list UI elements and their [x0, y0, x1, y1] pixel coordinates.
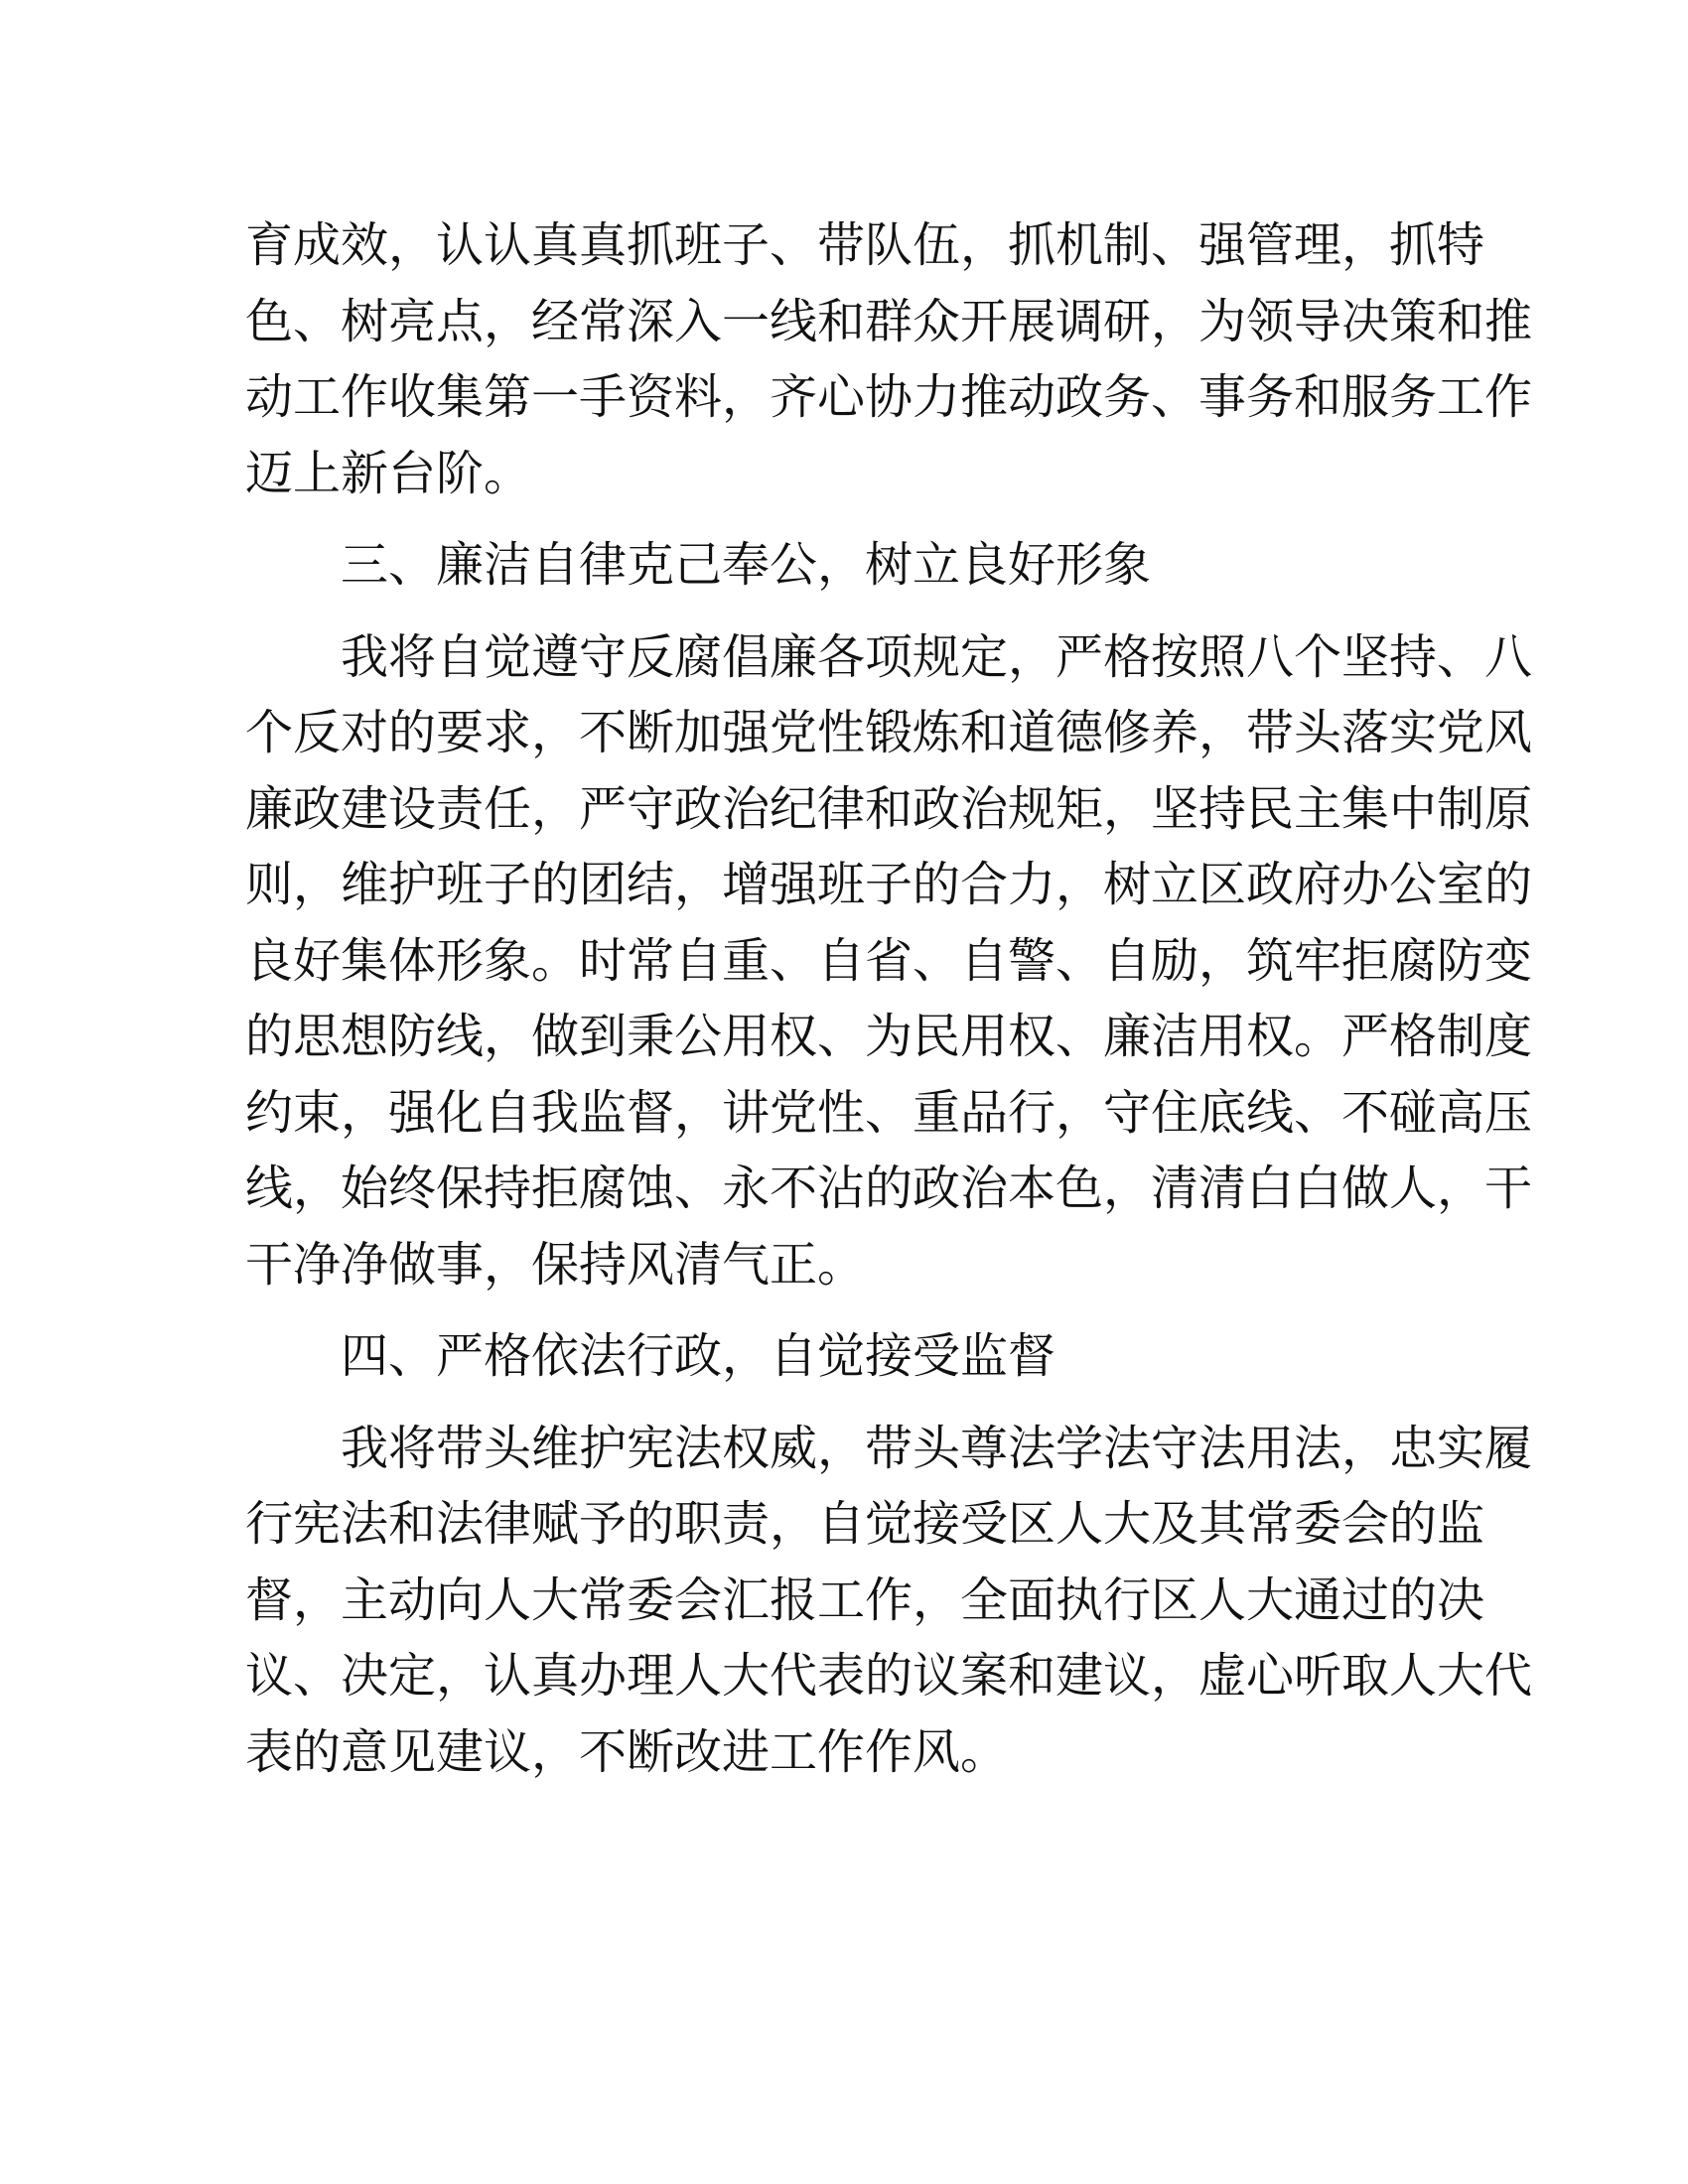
text-line: 行宪法和法律赋予的职责，自觉接受区人大及其常委会的监 [245, 1496, 1485, 1552]
text-line: 的思想防线，做到秉公用权、为民用权、廉洁用权。严格制度 [245, 1009, 1533, 1064]
text-line: 我将带头维护宪法权威，带头尊法学法守法用法，忠实履 [341, 1420, 1533, 1476]
body-paragraph [245, 619, 1533, 1303]
text-line: 三、廉洁自律克己奉公，树立良好形象 [341, 537, 1152, 593]
text-line: 四、严格依法行政，自觉接受监督 [341, 1328, 1056, 1384]
body-paragraph [245, 207, 1533, 511]
text-line: 表的意见建议，不断改进工作作风。 [245, 1723, 1009, 1780]
text-line: 育成效，认认真真抓班子、带队伍，抓机制、强管理，抓特 [245, 217, 1485, 273]
text-line: 则，维护班子的团结，增强班子的合力，树立区政府办公室的 [245, 857, 1533, 912]
text-line: 督，主动向人大常委会汇报工作，全面执行区人大通过的决 [245, 1571, 1485, 1628]
text-line: 干净净做事，保持风清气正。 [245, 1236, 866, 1293]
text-line: 色、树亮点，经常深入一线和群众开展调研，为领导决策和推 [245, 293, 1533, 349]
text-line: 良好集体形象。时常自重、自省、自警、自励，筑牢拒腐防变 [245, 932, 1533, 989]
section-heading [245, 1318, 1427, 1395]
document-page [245, 207, 1533, 1790]
text-line: 约束，强化自我监督，讲党性、重品行，守住底线、不碰高压 [245, 1084, 1533, 1141]
body-paragraph [245, 1411, 1533, 1791]
text-line: 我将自觉遵守反腐倡廉各项规定，严格按照八个坚持、八 [341, 628, 1533, 685]
text-line: 廉政建设责任，严守政治纪律和政治规矩，坚持民主集中制原 [245, 780, 1533, 837]
text-line: 动工作收集第一手资料，齐心协力推动政务、事务和服务工作 [245, 369, 1533, 425]
section-heading [245, 527, 1427, 604]
text-line: 议、决定，认真办理人大代表的议案和建议，虚心听取人大代 [245, 1648, 1533, 1704]
text-line: 个反对的要求，不断加强党性锻炼和道德修养，带头落实党风 [245, 705, 1533, 760]
text-line: 迈上新台阶。 [245, 445, 532, 501]
text-line: 线，始终保持拒腐蚀、永不沾的政治本色，清清白白做人，干 [245, 1160, 1533, 1216]
